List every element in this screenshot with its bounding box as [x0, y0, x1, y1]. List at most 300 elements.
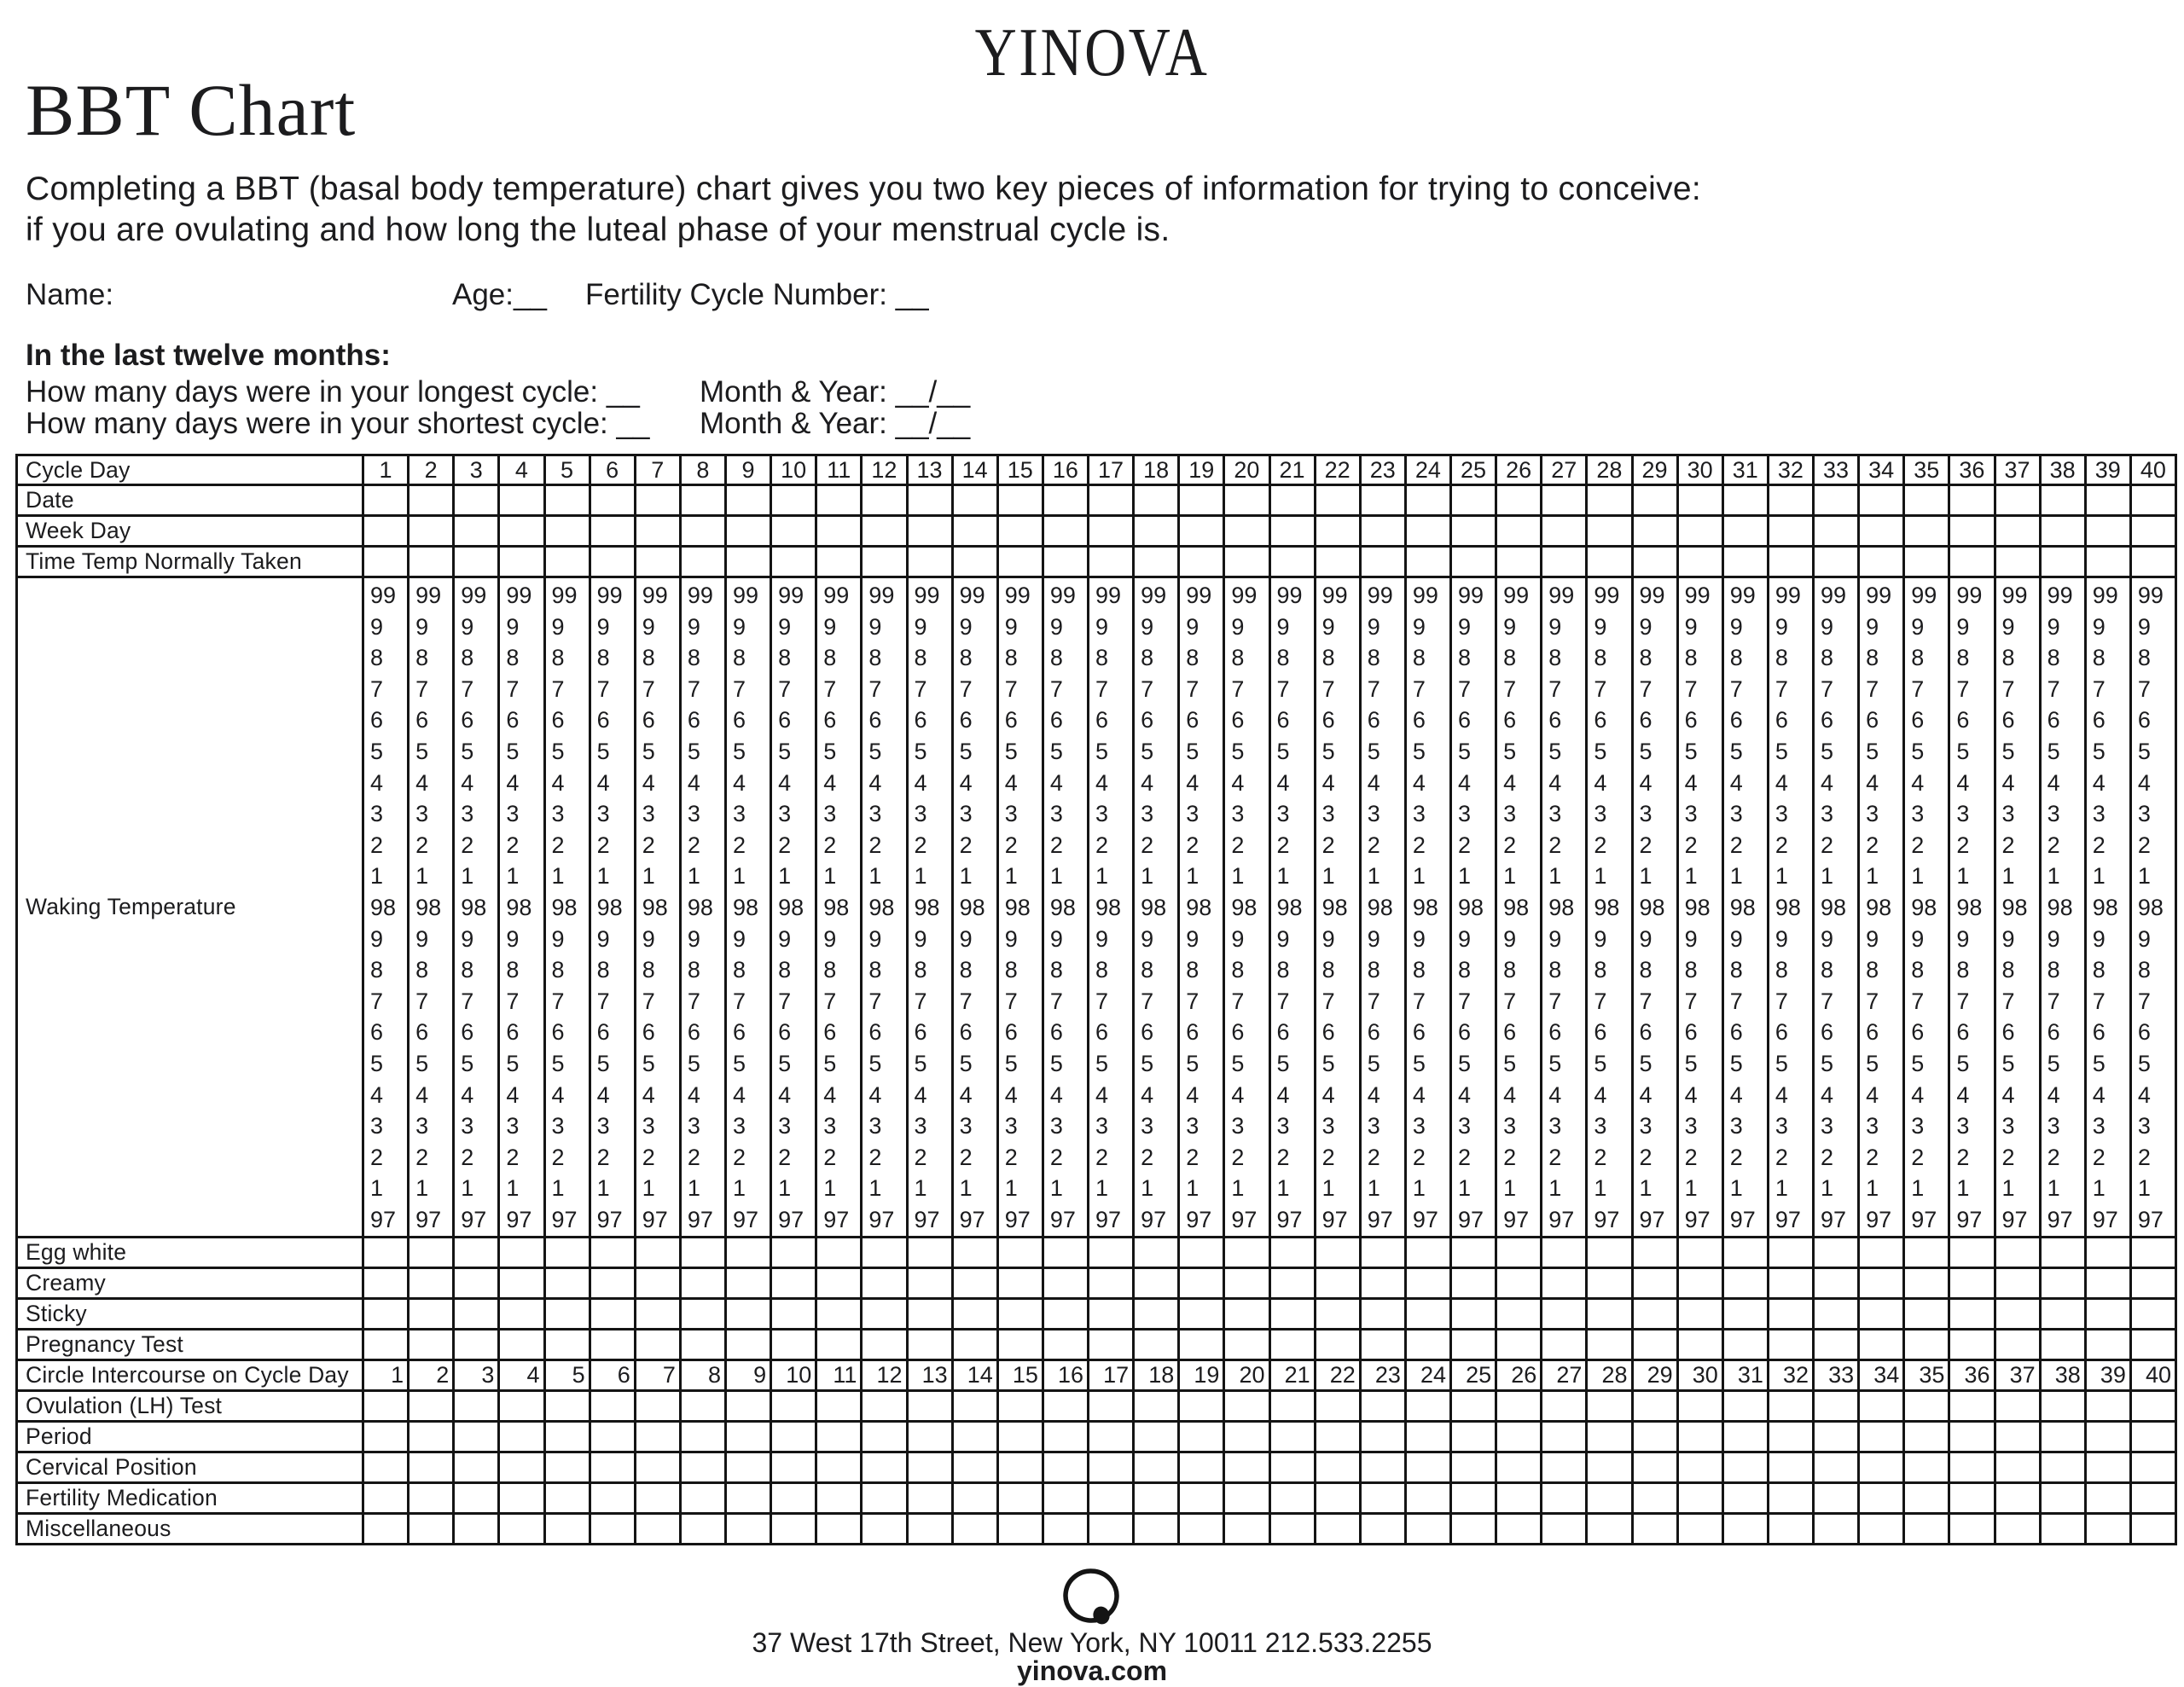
temp-scale-value: 9 — [1049, 925, 1063, 952]
grid-cell — [1634, 548, 1679, 578]
temp-scale-value: 4 — [823, 1081, 837, 1108]
grid-cell — [591, 486, 636, 517]
temp-scale-value: 7 — [642, 675, 655, 702]
grid-cell — [1407, 1330, 1452, 1361]
temp-scale-value: 97 — [1639, 1206, 1665, 1232]
grid-cell — [1497, 1453, 1542, 1484]
age-field — [452, 278, 547, 312]
intercourse-day-number: 11 — [817, 1361, 863, 1392]
temp-scale-value: 5 — [506, 1050, 520, 1076]
temp-scale-value: 7 — [596, 988, 610, 1014]
temp-scale-value: 5 — [1095, 738, 1109, 764]
grid-cell — [1542, 1269, 1588, 1300]
grid-cell — [1588, 1238, 1633, 1269]
grid-cell — [591, 1238, 636, 1269]
grid-cell — [1497, 517, 1542, 548]
grid-cell — [1135, 1392, 1180, 1423]
temp-scale-value: 5 — [1594, 1050, 1607, 1076]
temp-scale-value: 9 — [1458, 613, 1472, 640]
grid-cell — [1905, 486, 1950, 517]
grid-cell — [1860, 486, 1905, 517]
grid-cell — [1679, 1453, 1724, 1484]
grid-cell — [2042, 1423, 2087, 1453]
temp-scale-value: 8 — [2137, 957, 2151, 983]
temp-scale-value: 2 — [959, 1144, 973, 1170]
temp-scale-value: 6 — [2137, 1019, 2151, 1046]
grid-cell — [1860, 517, 1905, 548]
temp-scale-value: 5 — [1276, 738, 1290, 764]
temp-scale-value: 4 — [914, 769, 927, 796]
grid-cell — [1271, 517, 1316, 548]
temp-scale-value: 2 — [1548, 1144, 1562, 1170]
temp-scale-value: 1 — [461, 1175, 474, 1202]
temp-scale-value: 97 — [1911, 1206, 1937, 1232]
temp-scale-value: 2 — [370, 832, 384, 858]
grid-cell — [1542, 1423, 1588, 1453]
temp-scale-value: 8 — [959, 645, 973, 671]
grid-cell — [546, 517, 591, 548]
intercourse-day-number: 23 — [1362, 1361, 1407, 1392]
grid-cell — [772, 1515, 817, 1545]
month-year-label: Month & Year: — [700, 375, 887, 409]
grid-cell — [1724, 1238, 1769, 1269]
grid-cell — [999, 1300, 1044, 1330]
temp-scale-value: 9 — [370, 613, 384, 640]
grid-cell — [591, 548, 636, 578]
temp-scale-value: 9 — [1186, 925, 1199, 952]
grid-cell — [364, 1453, 410, 1484]
grid-cell — [1542, 1330, 1588, 1361]
grid-cell — [1497, 1515, 1542, 1545]
grid-cell — [1769, 517, 1815, 548]
temp-scale-value: 97 — [2001, 1206, 2028, 1232]
grid-cell — [817, 1515, 863, 1545]
grid-cell — [1815, 1330, 1860, 1361]
temp-scale-value: 8 — [1412, 957, 1426, 983]
temp-scale-value: 7 — [1866, 675, 1879, 702]
temp-scale-value: 1 — [1095, 863, 1109, 890]
temp-scale-value: 1 — [2092, 1175, 2106, 1202]
temp-scale-value: 4 — [1458, 769, 1472, 796]
grid-cell — [1996, 1330, 2042, 1361]
temp-scale-value: 2 — [1049, 1144, 1063, 1170]
temp-scale-value: 4 — [1186, 769, 1199, 796]
grid-cell — [455, 1423, 500, 1453]
temp-scale-value: 97 — [778, 1206, 804, 1232]
temp-scale-value: 7 — [914, 675, 927, 702]
grid-cell — [1271, 1300, 1316, 1330]
temp-scale-value: 6 — [687, 1019, 700, 1046]
temp-scale-value: 8 — [506, 645, 520, 671]
temp-scale-value: 6 — [778, 1019, 792, 1046]
temp-scale-value: 7 — [1321, 675, 1335, 702]
temp-scale-value: 9 — [2137, 613, 2151, 640]
grid-cell — [999, 1269, 1044, 1300]
temp-scale-value: 9 — [1367, 613, 1380, 640]
grid-cell — [1905, 1392, 1950, 1423]
grid-cell — [455, 1238, 500, 1269]
grid-cell — [1271, 1453, 1316, 1484]
grid-cell — [1407, 1515, 1452, 1545]
intercourse-day-number: 39 — [2087, 1361, 2132, 1392]
cycle-day-number: 40 — [2132, 456, 2177, 486]
grid-cell — [817, 1330, 863, 1361]
temp-scale-value: 8 — [2092, 645, 2106, 671]
temp-scale-value: 1 — [1866, 1175, 1879, 1202]
temp-scale-value: 5 — [1956, 1050, 1970, 1076]
temp-scale-value: 8 — [1367, 957, 1380, 983]
temp-scale-value: 4 — [2137, 769, 2151, 796]
temp-scale-value: 7 — [1095, 675, 1109, 702]
grid-cell — [1905, 1423, 1950, 1453]
temp-scale-value: 3 — [642, 1113, 655, 1139]
grid-cell — [1950, 1330, 1995, 1361]
temp-scale-value: 4 — [1321, 769, 1335, 796]
intercourse-day-number: 37 — [1996, 1361, 2042, 1392]
shortest-cycle-blank: __ — [616, 407, 650, 440]
temp-scale-value: 5 — [642, 1050, 655, 1076]
temp-scale-value: 5 — [2137, 1050, 2151, 1076]
temp-scale-value: 2 — [1004, 832, 1018, 858]
yinova-logo-mark — [1059, 1568, 1125, 1626]
temp-scale-value: 1 — [1594, 863, 1607, 890]
temp-scale-value: 6 — [2001, 707, 2015, 733]
temp-scale-value: 5 — [1503, 738, 1517, 764]
temp-scale-value: 9 — [1821, 613, 1834, 640]
temp-scale-value: 1 — [551, 1175, 565, 1202]
temp-scale-value: 2 — [1911, 1144, 1925, 1170]
temp-scale-value: 8 — [1639, 645, 1653, 671]
grid-cell — [999, 486, 1044, 517]
temp-scale-value: 1 — [2047, 1175, 2060, 1202]
grid-cell — [727, 1484, 772, 1515]
grid-cell — [546, 1484, 591, 1515]
temp-scale-value: 3 — [1594, 801, 1607, 827]
temp-scale-value: 6 — [1141, 707, 1154, 733]
temp-scale-value: 2 — [1684, 832, 1698, 858]
temp-scale-value: 9 — [1186, 613, 1199, 640]
temp-scale-value: 4 — [1639, 769, 1653, 796]
grid-cell — [364, 517, 410, 548]
grid-cell — [500, 1453, 545, 1484]
grid-cell — [410, 548, 455, 578]
temp-scale-value: 3 — [1821, 801, 1834, 827]
grid-cell — [1724, 1392, 1769, 1423]
temp-scale-value: 8 — [914, 645, 927, 671]
temp-scale-value: 6 — [2092, 1019, 2106, 1046]
temp-scale-value: 1 — [551, 863, 565, 890]
intercourse-day-number: 24 — [1407, 1361, 1452, 1392]
grid-cell — [863, 1330, 908, 1361]
temperature-scale-column — [1089, 578, 1135, 1238]
grid-cell — [636, 1423, 682, 1453]
grid-cell — [1769, 1392, 1815, 1423]
temp-scale-value: 4 — [1684, 769, 1698, 796]
intercourse-day-number: 36 — [1950, 1361, 1995, 1392]
cycle-day-number: 26 — [1497, 456, 1542, 486]
grid-cell — [2132, 1392, 2177, 1423]
temp-scale-value: 2 — [733, 832, 746, 858]
temp-scale-value: 3 — [1321, 801, 1335, 827]
grid-cell — [1180, 1515, 1225, 1545]
temperature-scale-column — [364, 578, 410, 1238]
temp-scale-value: 6 — [596, 707, 610, 733]
grid-cell — [1588, 1453, 1633, 1484]
temp-scale-value: 5 — [1004, 1050, 1018, 1076]
grid-cell — [2132, 1484, 2177, 1515]
temp-scale-value: 6 — [914, 707, 927, 733]
temp-scale-value: 8 — [1321, 645, 1335, 671]
temp-scale-value: 7 — [1049, 988, 1063, 1014]
grid-cell — [682, 486, 727, 517]
temp-scale-value: 7 — [1956, 988, 1970, 1014]
temp-scale-value: 2 — [1956, 1144, 1970, 1170]
grid-cell — [1180, 1238, 1225, 1269]
grid-cell — [2087, 548, 2132, 578]
temp-scale-value: 3 — [1639, 1113, 1653, 1139]
temp-scale-value: 5 — [2137, 738, 2151, 764]
grid-cell — [2042, 1269, 2087, 1300]
temp-scale-value: 8 — [687, 645, 700, 671]
temp-scale-value: 4 — [1231, 1081, 1245, 1108]
grid-cell — [591, 1392, 636, 1423]
temp-scale-value: 8 — [868, 957, 882, 983]
grid-cell — [1316, 517, 1362, 548]
grid-cell — [500, 1238, 545, 1269]
temp-scale-value: 6 — [1729, 1019, 1743, 1046]
temp-scale-value: 9 — [1774, 613, 1788, 640]
grid-cell — [1452, 1392, 1497, 1423]
intercourse-day-number: 3 — [455, 1361, 500, 1392]
temp-scale-value: 97 — [2047, 1206, 2073, 1232]
cycle-day-number: 3 — [455, 456, 500, 486]
grid-cell — [2042, 1300, 2087, 1330]
temp-scale-value: 9 — [1594, 613, 1607, 640]
intercourse-day-number: 38 — [2042, 1361, 2087, 1392]
temp-scale-value: 7 — [551, 988, 565, 1014]
grid-cell — [1044, 1330, 1089, 1361]
temp-scale-value: 7 — [1321, 988, 1335, 1014]
temp-scale-value: 4 — [506, 769, 520, 796]
temp-scale-value: 7 — [1458, 988, 1472, 1014]
temp-scale-value: 99 — [596, 583, 623, 608]
cycle-day-number: 33 — [1815, 456, 1860, 486]
grid-cell — [1996, 1392, 2042, 1423]
grid-cell — [954, 1238, 999, 1269]
temp-scale-value: 7 — [1684, 675, 1698, 702]
grid-cell — [863, 1269, 908, 1300]
grid-cell — [1634, 1300, 1679, 1330]
temp-scale-value: 6 — [1231, 707, 1245, 733]
temp-scale-value: 8 — [642, 957, 655, 983]
grid-cell — [455, 1269, 500, 1300]
temp-scale-value: 8 — [370, 957, 384, 983]
grid-cell — [2087, 517, 2132, 548]
temp-scale-value: 8 — [687, 957, 700, 983]
cycle-day-number: 25 — [1452, 456, 1497, 486]
temp-scale-value: 4 — [914, 1081, 927, 1108]
cycle-day-number: 12 — [863, 456, 908, 486]
temp-scale-value: 8 — [1503, 645, 1517, 671]
temp-scale-value: 9 — [1412, 925, 1426, 952]
temperature-scale-column — [636, 578, 682, 1238]
grid-cell — [636, 1392, 682, 1423]
temp-scale-value: 1 — [1911, 863, 1925, 890]
temp-scale-value: 7 — [1684, 988, 1698, 1014]
temp-scale-value: 3 — [551, 801, 565, 827]
grid-cell — [1452, 486, 1497, 517]
temp-scale-value: 5 — [2047, 1050, 2060, 1076]
temperature-scale-column — [909, 578, 954, 1238]
grid-cell — [909, 486, 954, 517]
temp-scale-value: 5 — [461, 1050, 474, 1076]
temp-scale-value: 5 — [370, 738, 384, 764]
temp-scale-value: 8 — [1594, 957, 1607, 983]
grid-cell — [1634, 1269, 1679, 1300]
grid-cell — [1634, 1330, 1679, 1361]
temp-scale-value: 1 — [1821, 863, 1834, 890]
grid-cell — [500, 1269, 545, 1300]
cycle-day-number: 27 — [1542, 456, 1588, 486]
temp-scale-value: 5 — [1911, 738, 1925, 764]
grid-cell — [863, 1392, 908, 1423]
temp-scale-value: 6 — [1594, 1019, 1607, 1046]
temp-scale-value: 1 — [914, 863, 927, 890]
intercourse-day-number: 6 — [591, 1361, 636, 1392]
grid-cell — [2042, 1238, 2087, 1269]
grid-cell — [1905, 1269, 1950, 1300]
temperature-scale-column — [727, 578, 772, 1238]
temp-scale-value: 1 — [370, 1175, 384, 1202]
temp-scale-value: 97 — [1684, 1206, 1711, 1232]
grid-cell — [727, 548, 772, 578]
temp-scale-value: 98 — [1095, 894, 1122, 920]
temp-scale-value: 2 — [1412, 832, 1426, 858]
temp-scale-value: 4 — [1503, 1081, 1517, 1108]
grid-cell — [1588, 1484, 1633, 1515]
temp-scale-value: 1 — [1503, 1175, 1517, 1202]
grid-cell — [1860, 1392, 1905, 1423]
temp-scale-value: 7 — [1956, 675, 1970, 702]
cycle-day-number: 13 — [909, 456, 954, 486]
temp-scale-value: 9 — [1412, 613, 1426, 640]
temp-scale-value: 7 — [1503, 988, 1517, 1014]
temp-scale-value: 4 — [2137, 1081, 2151, 1108]
yinova-circle-logo — [1059, 1568, 1125, 1630]
grid-cell — [1542, 1238, 1588, 1269]
temp-scale-value: 9 — [1639, 613, 1653, 640]
temp-scale-value: 97 — [959, 1206, 985, 1232]
age-blank: __ — [514, 278, 547, 311]
grid-cell — [1950, 1515, 1995, 1545]
temp-scale-value: 3 — [2001, 1113, 2015, 1139]
grid-cell — [1044, 1453, 1089, 1484]
temp-scale-value: 1 — [959, 1175, 973, 1202]
temp-scale-value: 9 — [1729, 925, 1743, 952]
grid-cell — [1044, 1238, 1089, 1269]
cycle-day-number: 30 — [1679, 456, 1724, 486]
temp-scale-value: 2 — [1004, 1144, 1018, 1170]
grid-cell — [1407, 1423, 1452, 1453]
temp-scale-value: 3 — [1956, 1113, 1970, 1139]
temp-scale-value: 8 — [1956, 645, 1970, 671]
intercourse-day-number: 4 — [500, 1361, 545, 1392]
temp-scale-value: 97 — [1321, 1206, 1348, 1232]
intercourse-day-number: 22 — [1316, 1361, 1362, 1392]
row-label-sticky: Sticky — [18, 1300, 364, 1330]
grid-cell — [2087, 1392, 2132, 1423]
temp-scale-value: 9 — [868, 925, 882, 952]
temp-scale-value: 1 — [1276, 1175, 1290, 1202]
temp-scale-value: 8 — [1956, 957, 1970, 983]
temp-scale-value: 3 — [2047, 1113, 2060, 1139]
grid-cell — [1044, 548, 1089, 578]
temp-scale-value: 4 — [1639, 1081, 1653, 1108]
temp-scale-value: 6 — [1321, 1019, 1335, 1046]
grid-cell — [410, 1423, 455, 1453]
row-label-time-temp: Time Temp Normally Taken — [18, 548, 364, 578]
temp-scale-value: 5 — [1821, 1050, 1834, 1076]
temp-scale-value: 2 — [1639, 832, 1653, 858]
grid-cell — [1679, 1238, 1724, 1269]
temp-scale-value: 5 — [1276, 1050, 1290, 1076]
temp-scale-value: 8 — [551, 957, 565, 983]
temp-scale-value: 2 — [1729, 832, 1743, 858]
temp-scale-value: 8 — [1911, 957, 1925, 983]
intercourse-day-number: 40 — [2132, 1361, 2177, 1392]
cycle-day-number: 38 — [2042, 456, 2087, 486]
temp-scale-value: 3 — [1276, 1113, 1290, 1139]
temp-scale-value: 97 — [1412, 1206, 1438, 1232]
grid-cell — [1316, 1484, 1362, 1515]
temp-scale-value: 7 — [2092, 675, 2106, 702]
temp-scale-value: 3 — [823, 1113, 837, 1139]
temp-scale-value: 9 — [1321, 925, 1335, 952]
temp-scale-value: 99 — [1956, 583, 1983, 608]
temp-scale-value: 9 — [1004, 925, 1018, 952]
temp-scale-value: 5 — [733, 1050, 746, 1076]
temp-scale-value: 97 — [914, 1206, 940, 1232]
grid-cell — [2132, 486, 2177, 517]
temp-scale-value: 4 — [1458, 1081, 1472, 1108]
temp-scale-value: 8 — [642, 645, 655, 671]
temp-scale-value: 98 — [1367, 894, 1393, 920]
temp-scale-value: 5 — [733, 738, 746, 764]
grid-cell — [999, 1423, 1044, 1453]
temp-scale-value: 8 — [1774, 957, 1788, 983]
intercourse-day-number: 25 — [1452, 1361, 1497, 1392]
temp-scale-value: 4 — [1367, 769, 1380, 796]
temp-scale-value: 8 — [1412, 645, 1426, 671]
temp-scale-value: 3 — [687, 1113, 700, 1139]
temp-scale-value: 8 — [1276, 957, 1290, 983]
temp-scale-value: 7 — [1186, 675, 1199, 702]
cycle-day-number: 7 — [636, 456, 682, 486]
temp-scale-value: 99 — [1821, 583, 1847, 608]
grid-cell — [1497, 1300, 1542, 1330]
temp-scale-value: 3 — [1276, 801, 1290, 827]
temp-scale-value: 7 — [2092, 988, 2106, 1014]
temp-scale-value: 5 — [868, 738, 882, 764]
grid-cell — [1407, 548, 1452, 578]
grid-cell — [1542, 1453, 1588, 1484]
description — [26, 169, 2056, 251]
temp-scale-value: 7 — [2047, 675, 2060, 702]
grid-cell — [772, 1392, 817, 1423]
grid-cell — [1089, 486, 1135, 517]
temp-scale-value: 8 — [1729, 957, 1743, 983]
grid-cell — [1769, 1453, 1815, 1484]
